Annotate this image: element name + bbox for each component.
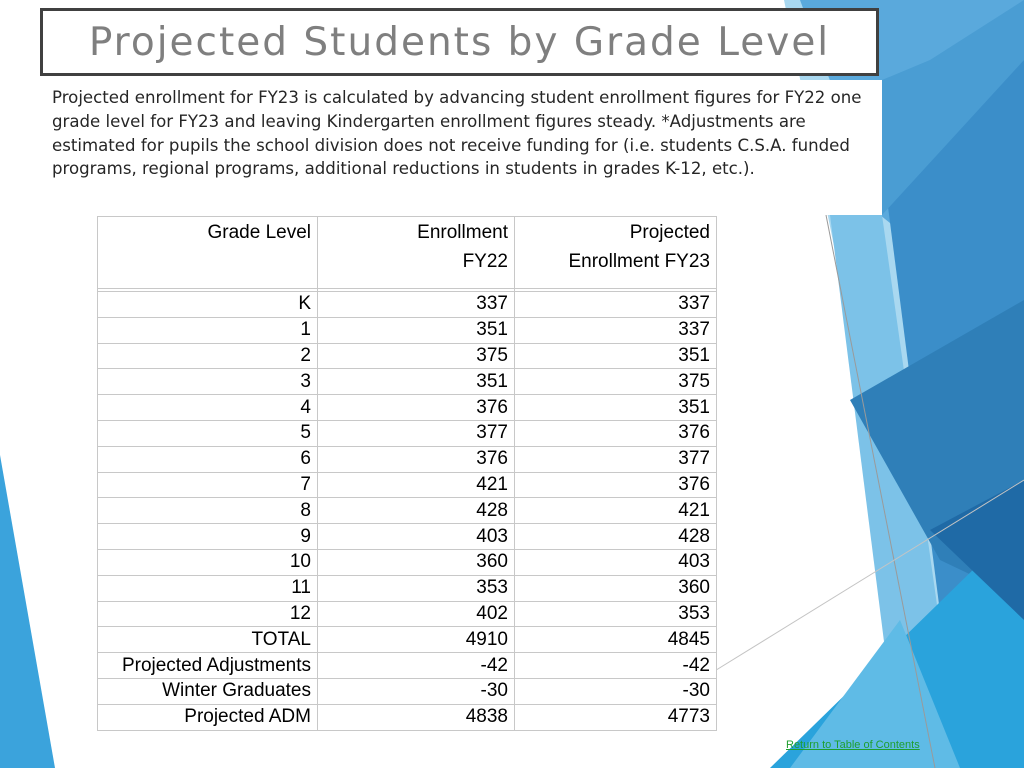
fy23-cell: 376 [515,472,717,498]
table-row [98,420,717,446]
table-row [98,317,717,343]
table-row [98,395,717,421]
table-row [98,343,717,369]
fy22-cell: 376 [318,446,515,472]
table-row [98,369,717,395]
fy22-cell: 351 [318,369,515,395]
fy22-cell: 376 [318,395,515,421]
grade-cell: 12 [98,601,318,627]
table-header-row [98,217,717,289]
grade-cell: 5 [98,420,318,446]
fy23-cell: 337 [515,292,717,318]
table-row [98,524,717,550]
table-row-adjustments [98,653,717,679]
grade-cell: 10 [98,549,318,575]
grade-cell: 3 [98,369,318,395]
fy23-cell: -30 [515,678,717,704]
fy22-cell: 421 [318,472,515,498]
grade-cell: Winter Graduates [98,678,318,704]
fy23-cell: 4845 [515,627,717,653]
header-enrollment-fy22: Enrollment FY22 [318,217,515,289]
table-row [98,549,717,575]
grade-cell: TOTAL [98,627,318,653]
fy23-cell: 421 [515,498,717,524]
description-box [40,80,882,215]
fy23-cell: 375 [515,369,717,395]
grade-cell: 1 [98,317,318,343]
table-body [98,289,717,731]
fy22-cell: 377 [318,420,515,446]
fy22-cell: 4910 [318,627,515,653]
fy22-cell: 428 [318,498,515,524]
table-row-total [98,627,717,653]
enrollment-table [97,216,717,731]
fy22-cell: 402 [318,601,515,627]
bg-facet [0,455,55,768]
grade-cell: 4 [98,395,318,421]
table-row [98,472,717,498]
title-box [40,8,879,76]
grade-cell: K [98,292,318,318]
fy23-cell: 376 [515,420,717,446]
fy22-cell: 351 [318,317,515,343]
grade-cell: 11 [98,575,318,601]
table-row [98,292,717,318]
table-row [98,601,717,627]
fy23-cell: -42 [515,653,717,679]
grade-cell: 6 [98,446,318,472]
fy23-cell: 351 [515,343,717,369]
fy22-cell: 403 [318,524,515,550]
fy23-cell: 428 [515,524,717,550]
grade-cell: 2 [98,343,318,369]
grade-cell: 8 [98,498,318,524]
grade-cell: Projected Adjustments [98,653,318,679]
table-row [98,446,717,472]
fy23-cell: 353 [515,601,717,627]
fy23-cell: 337 [515,317,717,343]
grade-cell: 9 [98,524,318,550]
header-projected-fy23: Projected Enrollment FY23 [515,217,717,289]
fy23-cell: 403 [515,549,717,575]
fy23-cell: 351 [515,395,717,421]
fy23-cell: 360 [515,575,717,601]
table-of-contents-link[interactable]: Return to Table of Contents [786,739,920,751]
page-title: Projected Students by Grade Level [88,19,831,65]
fy23-cell: 377 [515,446,717,472]
table-row [98,498,717,524]
fy22-cell: 4838 [318,704,515,730]
fy22-cell: -30 [318,678,515,704]
grade-cell: 7 [98,472,318,498]
table-row-winter-graduates [98,678,717,704]
fy22-cell: 375 [318,343,515,369]
fy22-cell: 353 [318,575,515,601]
table-row-projected-adm [98,704,717,730]
table-row [98,575,717,601]
fy22-cell: 360 [318,549,515,575]
header-grade-level: Grade Level [98,217,318,289]
fy22-cell: 337 [318,292,515,318]
fy23-cell: 4773 [515,704,717,730]
grade-cell: Projected ADM [98,704,318,730]
fy22-cell: -42 [318,653,515,679]
description-text: Projected enrollment for FY23 is calculated by advancing student enrollment figures for FY22 one grade level for FY23 and leaving Kindergarten enrollment figures steady. *Adjustments are estimated for pupils the school division does not receive funding for (i.e. students C.S.A. funded programs, regional programs, additional reductions in students in grades K-12, etc.). [52,88,862,179]
